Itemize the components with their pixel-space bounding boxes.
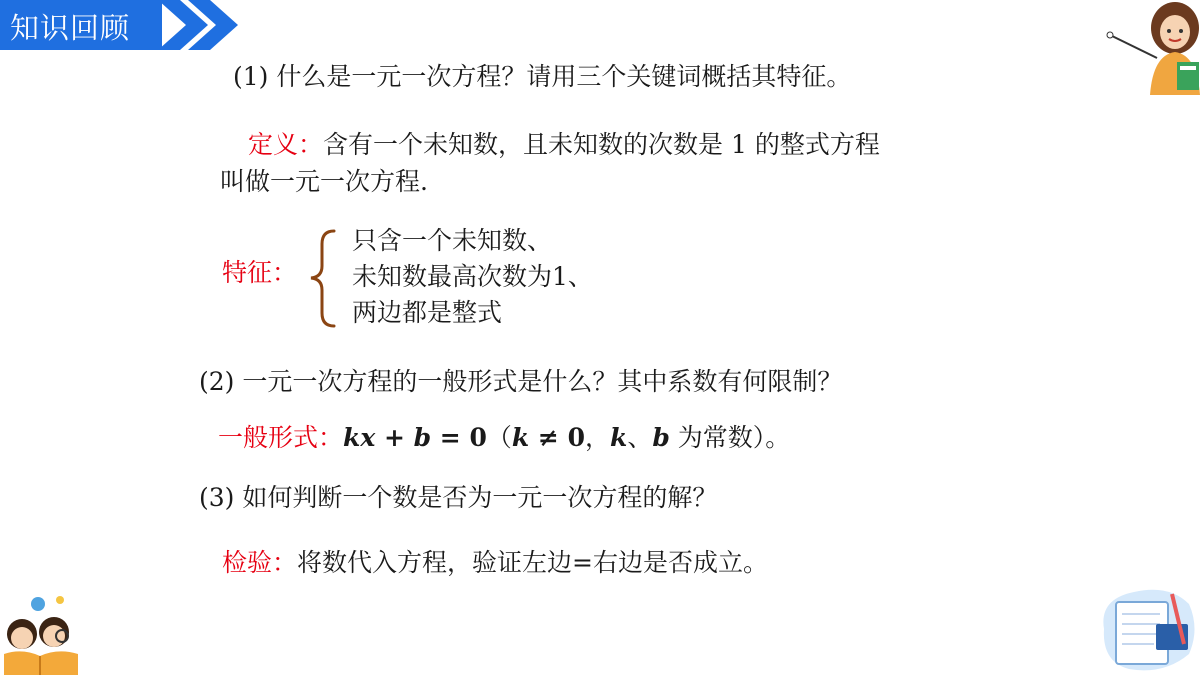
- math-b: b: [413, 423, 432, 452]
- math-kx: kx: [343, 423, 376, 452]
- math-plus: +: [375, 423, 414, 452]
- feature-item-1: 只含一个未知数、: [352, 226, 553, 255]
- general-form: [218, 422, 790, 455]
- check-text: 将数代入方程，验证左边=右边是否成立。: [297, 548, 768, 577]
- kids-reading-illustration: [0, 592, 85, 675]
- comma: ，: [584, 423, 610, 452]
- math-equals: =: [431, 423, 470, 452]
- question-1: (1) 什么是一元一次方程？请用三个关键词概括其特征。: [233, 62, 852, 91]
- math-k: k: [511, 423, 530, 452]
- math-zero: 0: [469, 423, 487, 452]
- math-not-equal: ≠: [529, 423, 568, 452]
- curly-brace-icon: [306, 228, 346, 330]
- teacher-illustration: [1105, 0, 1200, 95]
- question-3: (3) 如何判断一个数是否为一元一次方程的解？: [199, 483, 718, 512]
- general-form-label: 一般形式：: [218, 423, 344, 452]
- paren-open: （: [486, 423, 512, 452]
- feature-item-2: 未知数最高次数为1、: [352, 262, 593, 291]
- definition-label: 定义：: [248, 130, 324, 159]
- definition-line-1: 含有一个未知数，且未知数的次数是 1 的整式方程: [323, 130, 880, 159]
- check-label: 检验：: [222, 548, 298, 577]
- separator: 、: [627, 423, 653, 452]
- math-zero-2: 0: [567, 423, 585, 452]
- math-b-2: b: [652, 423, 670, 452]
- general-form-tail: 为常数）。: [669, 423, 791, 452]
- chevron-arrows-icon: [158, 0, 268, 50]
- math-k-2: k: [609, 423, 628, 452]
- definition-block: [248, 129, 880, 162]
- feature-item-3: 两边都是整式: [352, 298, 503, 327]
- check-block: [222, 547, 768, 580]
- notebook-illustration: [1094, 584, 1200, 675]
- definition-line-2: 叫做一元一次方程.: [220, 167, 428, 196]
- feature-label: 特征：: [222, 258, 298, 287]
- question-2: (2) 一元一次方程的一般形式是什么？其中系数有何限制？: [199, 367, 843, 396]
- section-title: 知识回顾: [10, 11, 131, 45]
